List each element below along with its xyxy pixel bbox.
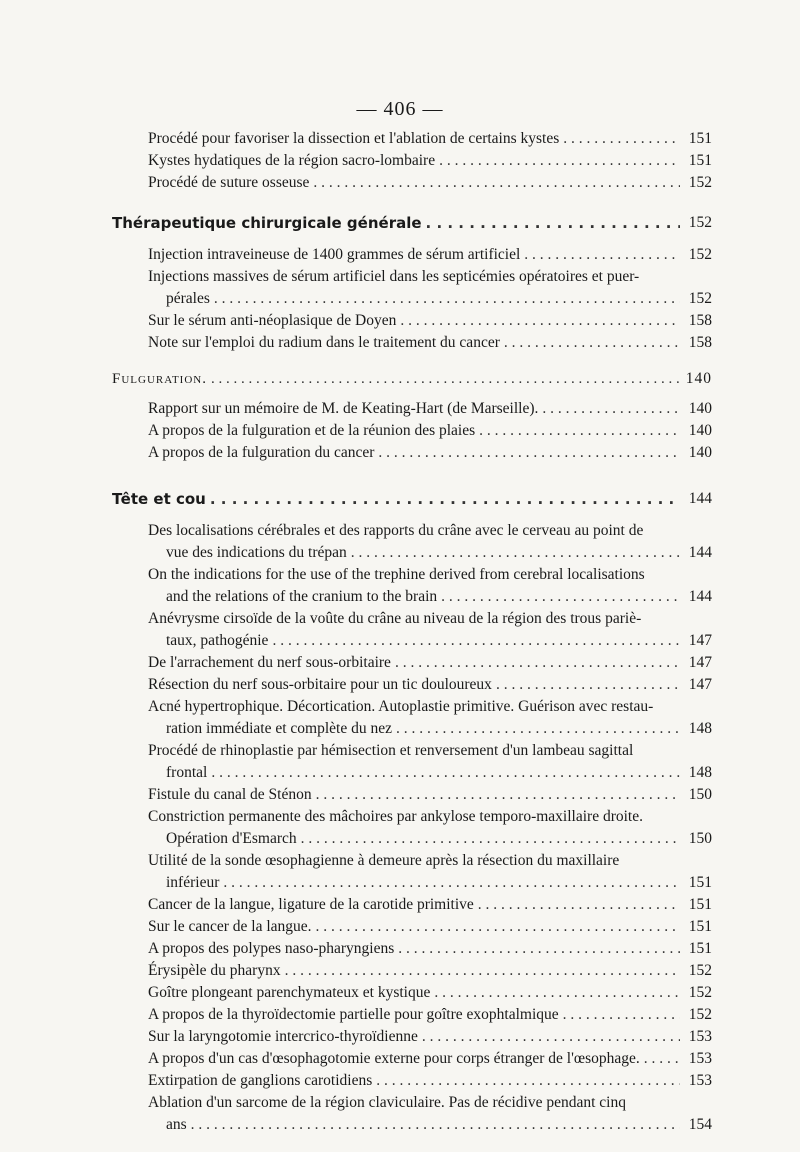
toc-entry [112,442,712,464]
section-heading [112,212,712,234]
entry-continuation [148,1114,712,1136]
entry-title-line: taux, pathogénie [166,632,269,649]
section-heading [112,488,712,510]
entry-page: 152 [688,984,712,1001]
entry-title-line: Ablation d'un sarcome de la région claviculaire. Pas de récidive pendant cinq [148,1094,626,1111]
entry-page: 158 [688,312,712,329]
section-page: 152 [688,214,712,231]
entry-title: Note sur l'emploi du radium dans le traitement du cancer [148,334,500,351]
toc-entry [112,128,712,150]
toc-entry [112,520,712,564]
table-of-contents [112,128,712,1136]
entry-title: A propos de la thyroïdectomie partielle pour goître exophtalmique [148,1006,559,1023]
entry-page: 147 [688,632,712,649]
entry-title-line: On the indications for the use of the trephine derived from cerebral localisations [148,566,645,583]
entry-continuation [148,718,712,740]
leader-dots [504,332,680,354]
entry-page: 148 [688,764,712,781]
entry-page: 140 [688,400,712,417]
leader-dots [214,288,680,310]
entry-page: 147 [688,654,712,671]
toc-entry [112,310,712,332]
leader-dots [524,244,680,266]
leader-dots [316,784,680,806]
entry-title-line: Injections massives de sérum artificiel dans les septicémies opératoires et puer- [148,268,640,285]
toc-entry [112,916,712,938]
entry-page: 151 [688,896,712,913]
toc-entry [112,564,712,608]
entry-page: 148 [688,720,712,737]
toc-entry [112,938,712,960]
toc-entry [112,960,712,982]
toc-entry [112,784,712,806]
entry-page: 150 [688,830,712,847]
entry-continuation [148,630,712,652]
leader-dots [422,1026,680,1048]
section-page: 144 [688,490,712,507]
leader-dots [191,1114,680,1136]
entry-page: 152 [688,246,712,263]
entry-continuation [148,586,712,608]
toc-entry [112,332,712,354]
toc-entry [112,806,712,850]
entry-page: 140 [688,444,712,461]
entry-title-line: ration immédiate et complète du nez [166,720,392,737]
leader-dots [479,420,680,442]
toc-entry [112,266,712,310]
entry-page: 144 [688,544,712,561]
entry-title-line: Acné hypertrophique. Décortication. Autoplastie primitive. Guérison avec restau- [148,698,654,715]
section-title: Fulguration. [112,371,207,387]
entry-page: 151 [688,918,712,935]
entry-title-line: Anévrysme cirsoïde de la voûte du crâne au niveau de la région des trous pariè- [148,610,642,627]
toc-entry [112,420,712,442]
leader-dots [426,212,680,234]
entry-title: A propos de la fulguration du cancer [148,444,375,461]
entry-title: Kystes hydatiques de la région sacro-lombaire [148,152,436,169]
page-number: — 406 — [356,98,444,120]
leader-dots [396,718,680,740]
leader-dots [211,762,680,784]
leader-dots [395,652,680,674]
entry-title: Cancer de la langue, ligature de la carotide primitive [148,896,474,913]
entry-title: Sur le sérum anti-néoplasique de Doyen [148,312,397,329]
entry-continuation [148,828,712,850]
entry-title: A propos de la fulguration et de la réunion des plaies [148,422,476,439]
entry-title: Érysipèle du pharynx [148,962,281,979]
entry-title: A propos des polypes naso-pharyngiens [148,940,395,957]
toc-entry [112,652,712,674]
entry-title: Fistule du canal de Sténon [148,786,312,803]
entry-title-line: ans [166,1116,187,1133]
entry-page: 152 [688,962,712,979]
entry-title: Procédé de suture osseuse [148,174,310,191]
entry-title: Sur le cancer de la langue. [148,918,312,935]
leader-dots [285,960,680,982]
entry-title-line: vue des indications du trépan [166,544,347,561]
toc-entry [112,1026,712,1048]
toc-entry [112,982,712,1004]
leader-dots [563,1004,680,1026]
leader-dots [434,982,680,1004]
entry-title-line: Procédé de rhinoplastie par hémisection et renversement d'un lambeau sagittal [148,742,634,759]
entry-continuation [148,542,712,564]
entry-continuation [148,762,712,784]
toc-entry [112,1092,712,1136]
toc-entry [112,740,712,784]
leader-dots [441,586,680,608]
section-title: Thérapeutique chirurgicale générale [112,214,422,232]
leader-dots [542,398,680,420]
toc-entry [112,1070,712,1092]
leader-dots [496,674,680,696]
entry-page: 153 [688,1028,712,1045]
entry-title-line: inférieur [166,874,220,891]
entry-page: 158 [688,334,712,351]
entry-title: De l'arrachement du nerf sous-orbitaire [148,654,391,671]
entry-title: Goître plongeant parenchymateux et kystique [148,984,431,1001]
toc-entry [112,894,712,916]
leader-dots [223,872,680,894]
toc-entry [112,608,712,652]
entry-page: 150 [688,786,712,803]
entry-page: 152 [688,1006,712,1023]
entry-continuation [148,288,712,310]
leader-dots [301,828,680,850]
toc-entry [112,398,712,420]
toc-entry [112,244,712,266]
entry-page: 154 [688,1116,712,1133]
toc-entry [112,674,712,696]
entry-page: 153 [688,1050,712,1067]
entry-title-line: and the relations of the cranium to the brain [166,588,438,605]
toc-entry [112,850,712,894]
leader-dots [644,1048,680,1070]
entry-title-line: frontal [166,764,208,781]
leader-dots [316,916,680,938]
leader-dots [439,150,680,172]
entry-title-line: Utilité de la sonde œsophagienne à demeure après la résection du maxillaire [148,852,620,869]
entry-page: 153 [688,1072,712,1089]
leader-dots [351,542,680,564]
toc-entry [112,696,712,740]
entry-title-line: Des localisations cérébrales et des rapports du crâne avec le cerveau au point de [148,522,644,539]
entry-title: Procédé pour favoriser la dissection et l'ablation de certains kystes [148,130,560,147]
entry-page: 147 [688,676,712,693]
entry-title: Rapport sur un mémoire de M. de Keating-Hart (de Marseille). [148,400,539,417]
section-heading [112,368,712,390]
entry-title: A propos d'un cas d'œsophagotomie externe pour corps étranger de l'œsophage. [148,1050,640,1067]
toc-entry [112,172,712,194]
leader-dots [563,128,680,150]
leader-dots [210,488,680,510]
entry-page: 152 [688,174,712,191]
entry-title: Extirpation de ganglions carotidiens [148,1072,373,1089]
leader-dots [272,630,680,652]
toc-entry [112,1004,712,1026]
entry-page: 144 [688,588,712,605]
leader-dots [400,310,680,332]
toc-entry [112,150,712,172]
toc-entry [112,1048,712,1070]
entry-title: Résection du nerf sous-orbitaire pour un tic douloureux [148,676,492,693]
entry-title: Sur la laryngotomie intercrico-thyroïdienne [148,1028,418,1045]
section-title: Tête et cou [112,490,206,508]
section-page: 140 [685,370,712,387]
leader-dots [376,1070,680,1092]
leader-dots [398,938,680,960]
entry-title-line: Opération d'Esmarch [166,830,297,847]
entry-page: 151 [688,940,712,957]
entry-title-line: pérales [166,290,210,307]
entry-title: Injection intraveineuse de 1400 grammes de sérum artificiel [148,246,521,263]
leader-dots [211,368,680,390]
entry-page: 151 [688,152,712,169]
entry-page: 151 [688,130,712,147]
entry-page: 152 [688,290,712,307]
entry-continuation [148,872,712,894]
leader-dots [478,894,680,916]
leader-dots [313,172,680,194]
entry-page: 151 [688,874,712,891]
entry-title-line: Constriction permanente des mâchoires par ankylose temporo-maxillaire droite. [148,808,643,825]
leader-dots [378,442,680,464]
entry-page: 140 [688,422,712,439]
